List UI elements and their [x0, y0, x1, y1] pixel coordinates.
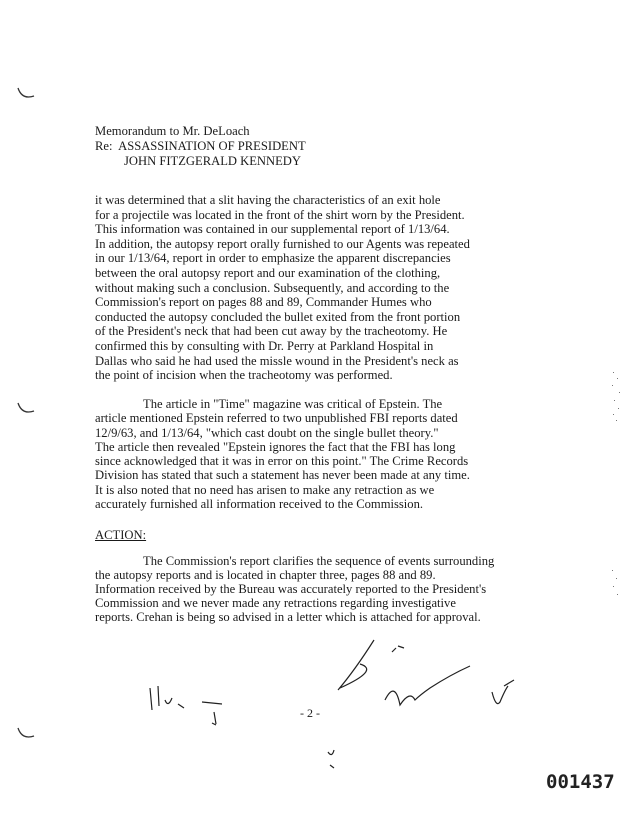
- paragraph-3: [95, 555, 494, 625]
- text-line: It is also noted that no need has arisen to make any retraction as we: [95, 482, 435, 497]
- text-line: the point of incision when the tracheotomy was performed.: [95, 368, 393, 383]
- text-line: 12/9/63, and 1/13/64, "which cast doubt on the single bullet theory.": [95, 425, 439, 440]
- page-number: - 2 -: [300, 706, 320, 720]
- document-number-stamp: 001437: [546, 771, 615, 793]
- text-line: for a projectile was located in the front of the shirt worn by the President.: [95, 207, 465, 222]
- text-line: In addition, the autopsy report orally furnished to our Agents was repeated: [95, 236, 470, 251]
- memo-subject-line1: [95, 139, 306, 154]
- text-line: reports. Crehan is being so advised in a letter which is attached for approval.: [95, 609, 481, 624]
- text-line: accurately furnished all information received to the Commission.: [95, 497, 424, 512]
- margin-stipple: [612, 372, 620, 595]
- text-line: it was determined that a slit having the characteristics of an exit hole: [95, 193, 441, 207]
- paragraph-1: [95, 193, 470, 383]
- paragraph-2: [95, 397, 470, 511]
- text-line: This information was contained in our supplemental report of 1/13/64.: [95, 222, 450, 237]
- text-line: the autopsy reports and is located in chapter three, pages 88 and 89.: [95, 567, 436, 582]
- margin-hole-mark: [18, 403, 34, 412]
- text-line: in our 1/13/64, report in order to emphasize the apparent discrepancies: [95, 251, 451, 266]
- text-line: Commission and we never made any retractions regarding investigative: [95, 595, 456, 610]
- text-line: The article then revealed "Epstein ignores the fact that the FBI has long: [95, 439, 456, 454]
- text-line: Dallas who said he had used the missle wound in the President's neck as: [95, 353, 459, 368]
- action-heading: ACTION:: [95, 528, 147, 542]
- memo-subject-line2: JOHN FITZGERALD KENNEDY: [124, 154, 301, 168]
- text-line: without making such a conclusion. Subsequently, and according to the: [95, 280, 450, 295]
- text-line: Information received by the Bureau was accurately reported to the President's: [95, 581, 487, 596]
- memo-recipient: Memorandum to Mr. DeLoach: [95, 124, 250, 138]
- text-line: The article in "Time" magazine was critical of Epstein. The: [143, 397, 443, 411]
- text-line: Commission's report on pages 88 and 89, Commander Humes who: [95, 295, 432, 310]
- text-line: since acknowledged that it was in error on this point." The Crime Records: [95, 454, 469, 469]
- subject-text: ASSASSINATION OF PRESIDENT: [118, 139, 306, 153]
- text-line: article mentioned Epstein referred to two unpublished FBI reports dated: [95, 411, 458, 426]
- memo-header: [95, 124, 306, 169]
- text-line: between the oral autopsy report and our examination of the clothing,: [95, 265, 441, 280]
- text-line: conducted the autopsy concluded the bullet exited from the front portion: [95, 309, 461, 324]
- margin-hole-mark: [18, 88, 34, 97]
- text-line: of the President's neck that had been cut away by the tracheotomy. He: [95, 324, 448, 339]
- handwritten-initials: [150, 640, 514, 768]
- text-line: confirmed this by consulting with Dr. Perry at Parkland Hospital in: [95, 338, 434, 353]
- margin-hole-mark: [18, 728, 34, 737]
- text-line: The Commission's report clarifies the sequence of events surrounding: [143, 554, 495, 568]
- re-label: Re:: [95, 139, 113, 153]
- text-line: Division has stated that such a statement has never been made at any time.: [95, 468, 470, 483]
